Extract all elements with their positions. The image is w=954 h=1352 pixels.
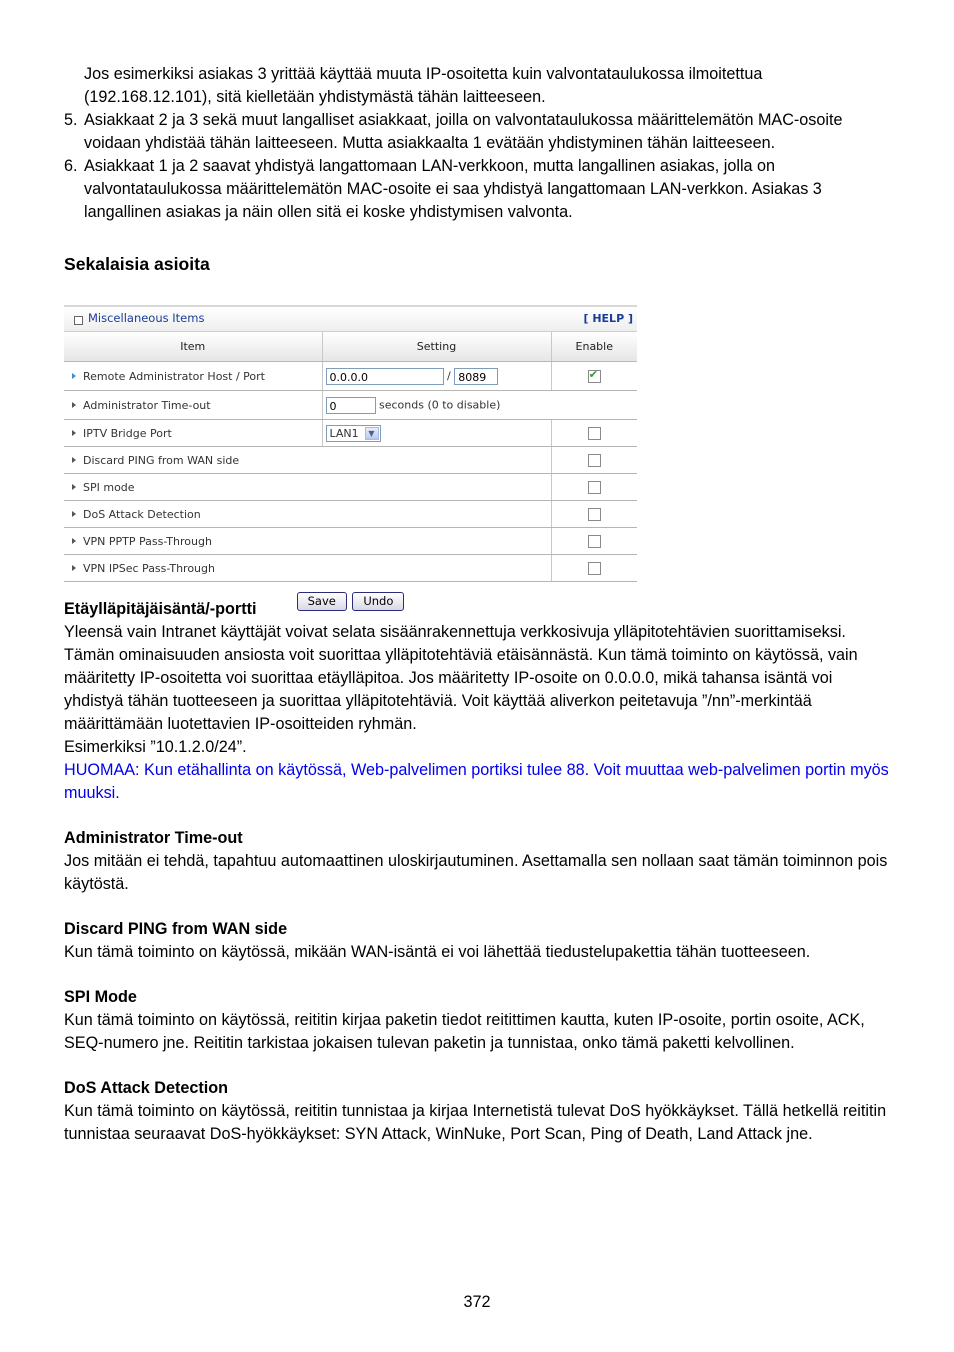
host-port-separator: / [447, 369, 451, 382]
row-label: IPTV Bridge Port [83, 426, 172, 440]
header-item: Item [64, 332, 322, 362]
table-header-row [64, 332, 637, 362]
page-number: 372 [463, 1293, 491, 1311]
row-label: Discard PING from WAN side [83, 453, 240, 467]
timeout-suffix: seconds (0 to disable) [379, 398, 501, 411]
iptv-bridge-checkbox[interactable] [588, 427, 601, 440]
arrow-right-icon [72, 430, 76, 436]
list-number: 5. [64, 111, 78, 129]
arrow-right-icon [72, 373, 76, 379]
row-label: SPI mode [83, 480, 135, 494]
discard-ping-body: Kun tämä toiminto on käytössä, mikään WAN-isäntä ei voi lähettää tiedustelupakettia tähän tuotteeseen. [64, 943, 811, 961]
table-row [64, 528, 637, 555]
row-label: VPN IPSec Pass-Through [83, 561, 215, 575]
remote-admin-checkbox[interactable] [588, 370, 601, 383]
row-label: Administrator Time-out [83, 398, 211, 412]
arrow-right-icon [72, 565, 76, 571]
heading-remote-admin: Etäylläpitäjäisäntä/-portti [64, 600, 257, 618]
button-bar [64, 582, 637, 611]
table-row [64, 362, 637, 391]
row-label: VPN PPTP Pass-Through [83, 534, 212, 548]
panel-header [64, 305, 637, 332]
save-button[interactable]: Save [297, 592, 347, 611]
arrow-right-icon [72, 484, 76, 490]
vpn-pptp-checkbox[interactable] [588, 535, 601, 548]
panel-box-icon [74, 316, 83, 325]
heading-admin-timeout: Administrator Time-out [64, 829, 243, 847]
table-row [64, 447, 637, 474]
remote-admin-example: Esimerkiksi ”10.1.2.0/24”. [64, 738, 247, 756]
iptv-port-select[interactable] [326, 425, 381, 442]
row-label: DoS Attack Detection [83, 507, 201, 521]
section-title: Sekalaisia asioita [64, 254, 210, 274]
panel-title: Miscellaneous Items [88, 311, 205, 325]
header-setting: Setting [322, 332, 551, 362]
arrow-right-icon [72, 538, 76, 544]
admin-timeout-body: Jos mitään ei tehdä, tapahtuu automaattinen uloskirjautuminen. Asettamalla sen nollaan saat tämän toiminnon pois käytöstä. [64, 852, 888, 893]
arrow-right-icon [72, 402, 76, 408]
list-text: Asiakkaat 1 ja 2 saavat yhdistyä langattomaan LAN-verkkoon, mutta langallinen asiakas, jolla on valvontataulukossa määrittelemätön MAC-osoite ei saa yhdistyä langattomaan LAN-verkkon. Asiakas 3 langallinen asiakas ja näin ollen sitä ei koske yhdistymisen valvonta. [84, 157, 822, 221]
admin-timeout-input[interactable]: 0 [326, 397, 376, 414]
chevron-down-icon: ▼ [365, 427, 379, 440]
help-link[interactable]: [ HELP ] [583, 312, 633, 325]
vpn-ipsec-checkbox[interactable] [588, 562, 601, 575]
arrow-right-icon [72, 511, 76, 517]
remote-admin-body: Yleensä vain Intranet käyttäjät voivat selata sisäänrakennettuja verkkosivuja ylläpitotehtävien suorittamiseksi. Tämän ominaisuuden ansiosta voit suorittaa ylläpitotehtäviä etäisännästä. Kun tämä toiminto on käytössä, vain määritetty IP-osoitetta voi suorittaa etäylläpitoa. Jos määritetty IP-osoite on 0.0.0.0, mikä tahansa isäntä voi yhdistyä tähän tuotteeseen ja suorittaa ylläpitotehtäviä. Voit käyttää aliverkon peitetavuja ”/nn”-merkintää määrittämään luotettavien IP-osoitteiden ryhmän. [64, 623, 858, 733]
discard-ping-checkbox[interactable] [588, 454, 601, 467]
table-row [64, 420, 637, 447]
list-item [64, 155, 894, 224]
table-row [64, 391, 637, 420]
spi-mode-body: Kun tämä toiminto on käytössä, reititin kirjaa paketin tiedot reitittimen kautta, kuten IP-osoite, portin osoite, ACK, SEQ-numero jne. Reititin tarkistaa jokaisen tulevan paketin ja tunnistaa, onko tämä paketti kelvollinen. [64, 1011, 865, 1052]
remote-port-input[interactable]: 8089 [454, 368, 498, 385]
heading-dos-detection: DoS Attack Detection [64, 1079, 229, 1097]
list-number: 6. [64, 157, 78, 175]
intro-continuation: Jos esimerkiksi asiakas 3 yrittää käyttää muuta IP-osoitetta kuin valvontataulukossa ilmoitettua (192.168.12.101), sitä kielletään yhdistymästä tähän laitteeseen. [84, 65, 763, 106]
table-row [64, 555, 637, 582]
dos-detection-checkbox[interactable] [588, 508, 601, 521]
row-label: Remote Administrator Host / Port [83, 369, 265, 383]
arrow-right-icon [72, 457, 76, 463]
remote-host-input[interactable]: 0.0.0.0 [326, 368, 444, 385]
heading-spi-mode: SPI Mode [64, 988, 137, 1006]
misc-items-table [64, 332, 637, 582]
spi-mode-checkbox[interactable] [588, 481, 601, 494]
table-row [64, 474, 637, 501]
dos-detection-body: Kun tämä toiminto on käytössä, reititin tunnistaa ja kirjaa Internetistä tulevat DoS hyökkäykset. Tällä hetkellä reititin tunnistaa seuraavat DoS-hyökkäykset: SYN Attack, WinNuke, Port Scan, Ping of Death, Land Attack jne. [64, 1102, 887, 1143]
heading-discard-ping: Discard PING from WAN side [64, 920, 288, 938]
iptv-port-value: LAN1 [329, 426, 359, 440]
table-row [64, 501, 637, 528]
remote-admin-note: HUOMAA: Kun etähallinta on käytössä, Web-palvelimen portiksi tulee 88. Voit muuttaa web-palvelimen portin myös muuksi. [64, 761, 889, 802]
misc-items-panel [64, 305, 637, 611]
list-text: Asiakkaat 2 ja 3 sekä muut langalliset asiakkaat, joilla on valvontataulukossa määrittelemätön MAC-osoite voidaan yhdistää tähän laitteeseen. Mutta asiakkaalta 1 evätään yhdistyminen tähän laitteeseen. [84, 111, 843, 152]
header-enable: Enable [551, 332, 637, 362]
list-item [64, 109, 894, 155]
undo-button[interactable]: Undo [352, 592, 404, 611]
